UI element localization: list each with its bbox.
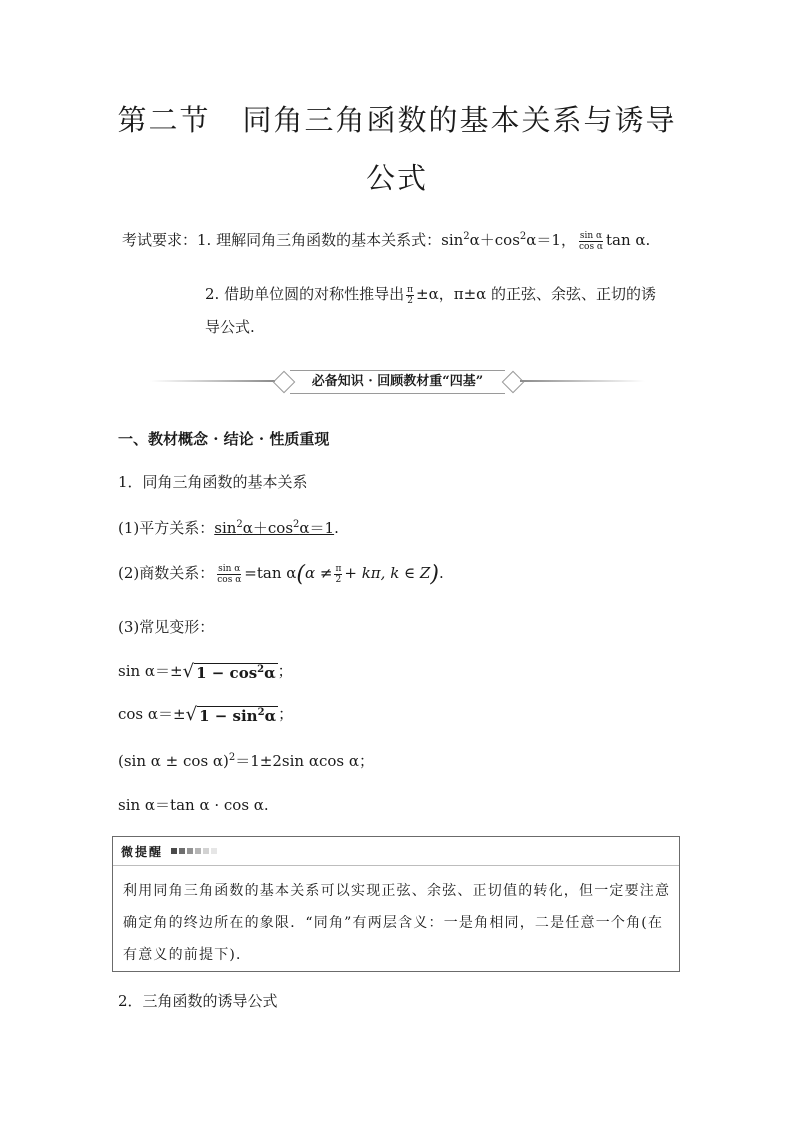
requirement-2: 2. 借助单位圆的对称性推导出 $\frac{\pi}{2}$ ±α，π±α 的正弦、余弦、正切的诱 bbox=[205, 284, 657, 306]
tip-square-icon bbox=[211, 848, 217, 854]
tip-box bbox=[112, 836, 680, 972]
common-transforms-label: (3)常见变形： bbox=[118, 618, 215, 636]
fraction: $\frac{\text{sin α}}{\text{cos α}}$ bbox=[578, 230, 604, 252]
formula-tan: sin α＝tan α · cos α. bbox=[118, 796, 269, 814]
requirement-2-continued: 导公式. bbox=[205, 318, 255, 336]
banner-label: 必备知识 · 回顾教材重“四基” bbox=[290, 370, 505, 394]
subsection-heading-2: 2．三角函数的诱导公式 bbox=[118, 992, 278, 1010]
tip-square-icon bbox=[203, 848, 209, 854]
square-relation-formula: $\sin^2\alpha+\cos^2\alpha=1$ bbox=[214, 519, 335, 537]
formula-cos: cos α＝± √ $1 - \sin^2\alpha$ ； bbox=[118, 703, 294, 725]
fraction: $\frac{\pi}{2}$ bbox=[407, 284, 414, 306]
tip-body: 利用同角三角函数的基本关系可以实现正弦、余弦、正切值的转化，但一定要注意确定角的终边所在的象限．“同角”有两层含义：一是角相同，二是任意一个角(在有意义的前提下)． bbox=[123, 883, 671, 963]
section-heading: 一、教材概念 · 结论 · 性质重现 bbox=[118, 430, 330, 448]
title-text: 同角三角函数的基本关系与诱导 bbox=[242, 103, 677, 137]
square-relation: (1)平方关系：$\sin^2\alpha+\cos^2\alpha=1$. bbox=[118, 519, 339, 537]
tip-square-icon bbox=[195, 848, 201, 854]
fraction: $\frac{\text{sin α}}{\text{cos α}}$ bbox=[217, 563, 242, 585]
tip-header bbox=[113, 837, 679, 866]
tip-label: 微提醒 bbox=[121, 845, 164, 859]
section-banner bbox=[150, 368, 645, 394]
requirement-1: 考试要求：1. 理解同角三角函数的基本关系式：$\sin^2\alpha+\cos^2\alpha=1$， $\frac{\text{sin α}}{\text{cos α}}$ tan α. bbox=[122, 230, 651, 252]
subsection-heading-1: 1．同角三角函数的基本关系 bbox=[118, 473, 308, 491]
formula-square-expansion: (sin α ± cos α)$^2$＝1±2sin αcos α； bbox=[118, 752, 375, 770]
square-root: √ $1 - \cos^2\alpha$ bbox=[182, 660, 276, 682]
banner-rule-right bbox=[520, 380, 645, 382]
banner-cap-right bbox=[502, 371, 525, 394]
tip-square-icon bbox=[187, 848, 193, 854]
banner-rule-left bbox=[150, 380, 275, 382]
page-title-continued: 公式 bbox=[365, 161, 428, 195]
section-number: 第二节 bbox=[117, 103, 211, 137]
fraction: $\frac{\pi}{2}$ bbox=[335, 563, 342, 585]
quotient-relation: (2)商数关系： $\frac{\text{sin α}}{\text{cos α}}$ =tan α(α ≠ $\frac{\pi}{2}$ + kπ, k ∈ Z). bbox=[118, 562, 444, 587]
square-root: √ $1 - \sin^2\alpha$ bbox=[185, 703, 277, 725]
tip-square-icon bbox=[171, 848, 177, 854]
requirements-label: 考试要求： bbox=[122, 231, 198, 249]
tip-square-icon bbox=[179, 848, 185, 854]
page-title bbox=[0, 98, 794, 139]
formula-sin: sin α＝± √ $1 - \cos^2\alpha$ ； bbox=[118, 660, 293, 682]
